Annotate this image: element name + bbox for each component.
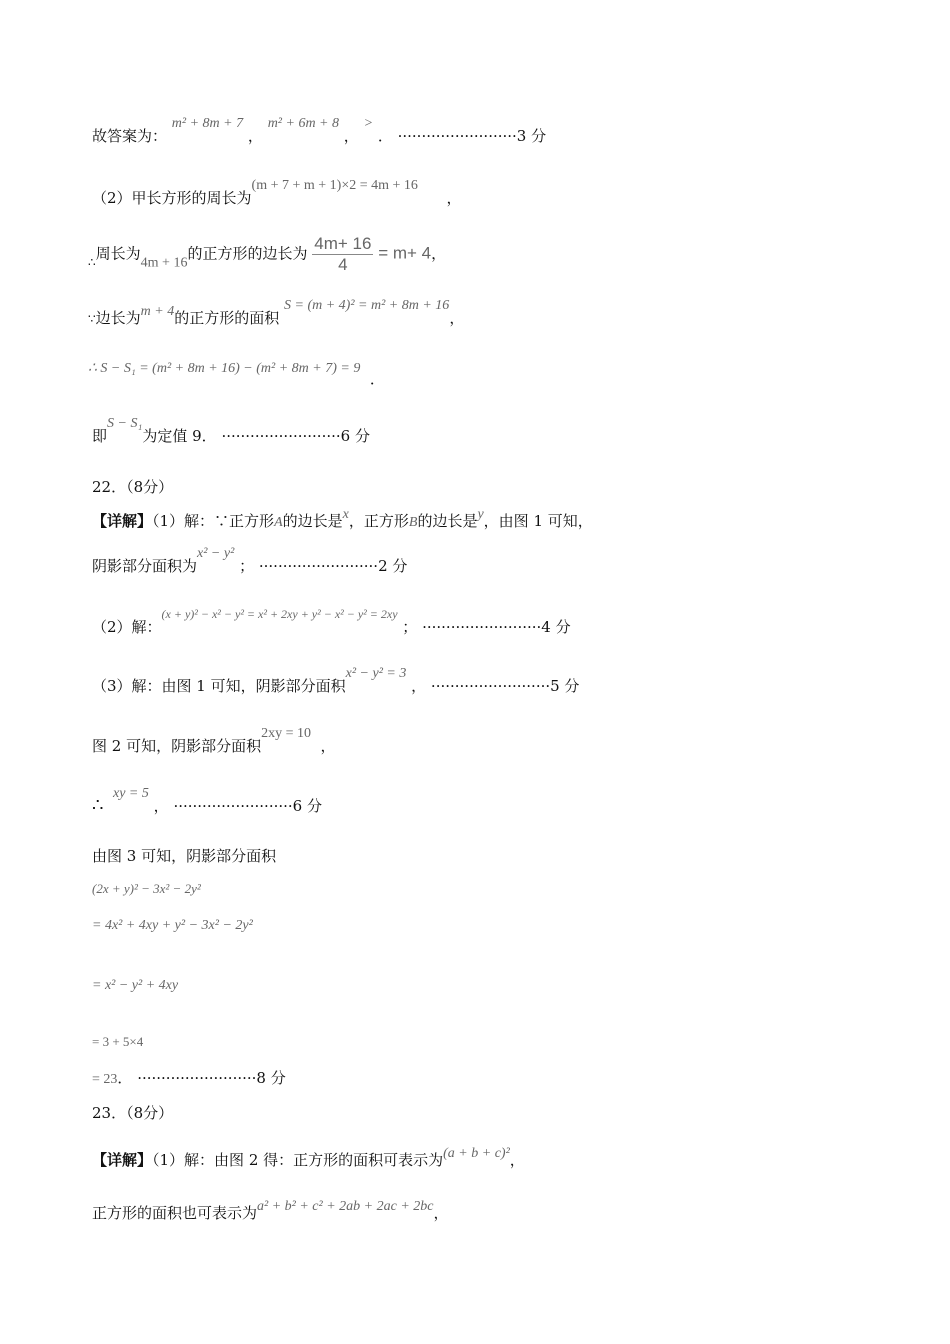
math: x² − y² = 3 [345,666,407,681]
text: 的正方形的边长为 [187,244,308,263]
text: 周长为 [95,244,141,263]
math: m² + 8m + 7 [171,116,244,131]
text: 正方形的面积也可表示为 [92,1204,258,1222]
text: 的正方形的面积 [174,309,280,327]
therefore-symbol: ∴ [92,795,104,816]
answer-line-q21-4 [88,296,464,329]
text: 故答案为： [92,127,168,145]
text: ， [247,127,263,145]
math-step: (2x + y)² − 3x² − 2y² [92,881,201,896]
text: ， [343,127,359,145]
math: m² + 6m + 8 [267,116,339,131]
because-symbol: ∵ [88,312,96,326]
answer-line-q21-5 [88,357,385,389]
math: a² + b² + c² + 2ab + 2ac + 2bc [257,1199,434,1214]
text: ，正方形 [348,512,409,530]
math: y [477,507,484,522]
text: ， [509,1151,525,1169]
answer-line-q21-6 [92,414,370,446]
text: ，由图 1 可知， [483,512,593,530]
score-marker: ·························2 分 [258,557,408,575]
answer-line-q22-7: 由图 3 可知，阴影部分面积 [92,847,277,865]
math: = 23 [92,1072,118,1087]
answer-line-q22-12 [92,1068,286,1090]
math-step: = 4x² + 4xy + y² − 3x² − 2y² [92,918,253,933]
score-marker: ·························6 分 [221,427,370,445]
fraction [312,234,373,275]
text: ． [369,370,385,388]
answer-line-q21-3 [88,234,446,275]
math: A [274,515,283,530]
text: 的边长是 [417,512,478,530]
text: ， [431,244,447,263]
text: 阴影部分面积为 [92,557,198,575]
answer-line-q23-1 [92,1144,525,1170]
numerator: 4m+ 16 [314,234,372,253]
text: 图 2 可知，阴影部分面积 [92,737,262,755]
text: ， [411,677,427,695]
text: ； [402,618,418,636]
score-marker: ·························4 分 [422,618,571,636]
text: ； [239,557,255,575]
text: ． [377,127,393,145]
detail-tag: 【详解】 [92,1151,153,1169]
score-marker: ·························5 分 [430,677,580,695]
text: 即 [92,427,108,445]
math: (a + b + c)² [443,1146,510,1161]
question-22-heading: 22．（8分） [92,478,174,496]
text: ． [117,1069,133,1087]
math: xy = 5 [113,786,149,801]
answer-line-q22-1 [92,505,593,533]
answer-line-q22-2 [92,544,407,576]
question-23-heading: 23．（8分） [92,1104,174,1122]
answer-line-q23-2 [92,1197,449,1223]
text: （2）解： [92,618,162,636]
math: m + 4 [140,304,175,319]
score-marker: ·························6 分 [173,797,322,815]
text: ， [153,797,169,815]
text: （1）解：由图 2 得：正方形的面积可表示为 [152,1151,444,1169]
text: （1）解：∵正方形 [152,512,275,530]
math-step: = 3 + 5×4 [92,1034,144,1049]
math: > [363,116,374,131]
answer-line-q22-5 [92,724,336,756]
score-marker: ·························8 分 [137,1069,286,1087]
answer-line-q22-4 [92,664,579,696]
answer-line-q21-1 [92,114,546,146]
math: S − S₁ [107,416,143,431]
therefore-symbol: ∴ [88,255,96,270]
math: S = (m + 4)² = m² + 8m + 16 [284,298,450,313]
math-step: = x² − y² + 4xy [92,978,179,993]
text: （3）解：由图 1 可知，阴影部分面积 [92,677,346,695]
text: ， [433,1204,449,1222]
text: （2）甲长方形的周长为 [92,189,252,207]
denominator: 4 [338,255,348,274]
text: 的边长是 [282,512,343,530]
text: 边长为 [95,309,141,327]
detail-tag: 【详解】 [92,512,153,530]
text: ， [449,309,465,327]
score-marker: ·························3 分 [397,127,547,145]
answer-line-q21-2 [92,176,462,208]
math: x [342,507,349,522]
math: x² − y² [197,546,235,561]
math: (x + y)² − x² − y² = x² + 2xy + y² − x² − y² = 2xy [161,607,398,621]
math: (m + 7 + m + 1)×2 = 4m + 16 [251,178,418,193]
text: ， [320,737,336,755]
text: 为定值 9． [142,427,217,445]
math: = m+ 4 [378,243,432,263]
answer-line-q22-3 [92,604,571,637]
math: 2xy = 10 [261,726,311,741]
math: ∴ S − S₁ = (m² + 8m + 16) − (m² + 8m + 7) = 9 [88,361,361,376]
math: B [408,515,418,530]
text: ， [446,189,462,207]
math: 4m + 16 [140,255,188,271]
answer-line-q22-6 [92,784,322,816]
